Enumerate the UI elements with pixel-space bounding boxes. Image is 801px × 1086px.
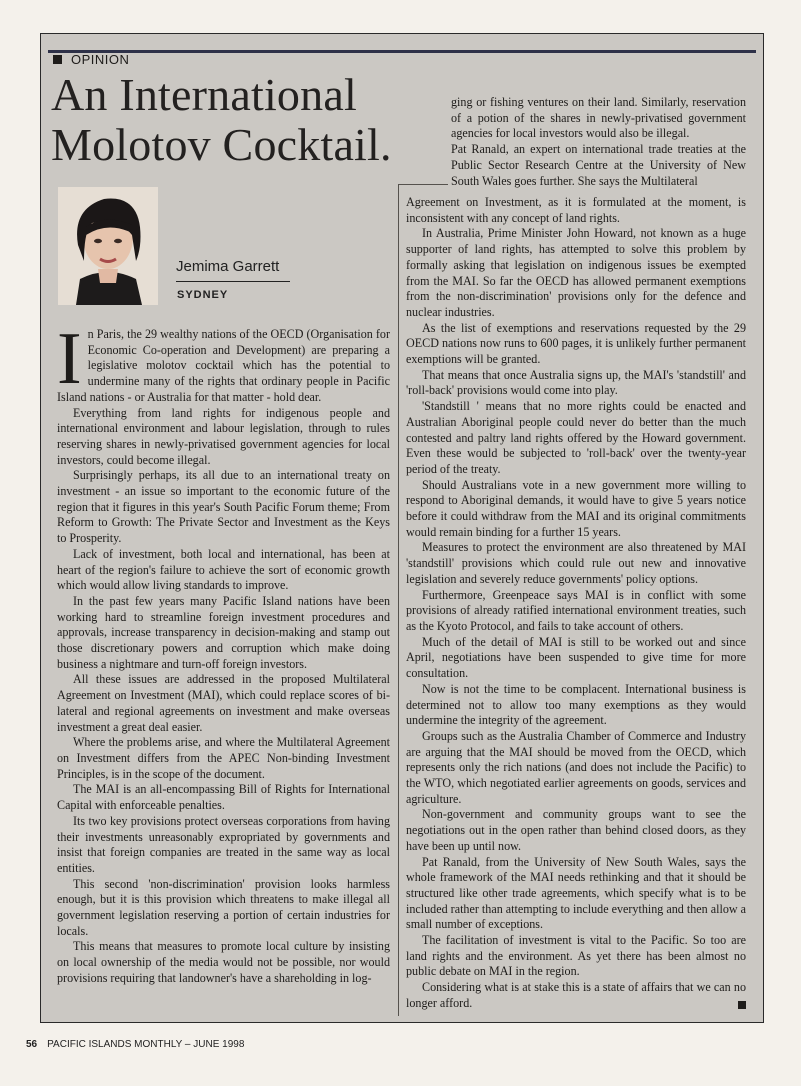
paragraph: Pat Ranald, from the University of New South Wales, says the whole framework of the MAI needs rethinking and that it should be structured like other trade agreements, which specify what is to be included rather than attempting to include everything and then allow a small number of exceptions. bbox=[406, 854, 746, 932]
left-column bbox=[57, 318, 390, 987]
paragraph: Lack of investment, both local and international, has been at heart of the region's failure to achieve the sort of economic growth which would allow living standards to improve. bbox=[57, 546, 390, 593]
headline-line-2: Molotov Cocktail. bbox=[51, 119, 392, 170]
paragraph: The facilitation of investment is vital to the Pacific. So too are land rights and the environment. As yet there has been almost no public debate on MAI in the region. bbox=[406, 933, 746, 979]
publication-info: PACIFIC ISLANDS MONTHLY – JUNE 1998 bbox=[47, 1039, 245, 1050]
paragraph: That means that once Australia signs up, the MAI's 'standstill' and 'roll-back' provisions would come into play. bbox=[406, 367, 746, 398]
page-number: 56 bbox=[26, 1039, 38, 1050]
paragraph: Much of the detail of MAI is still to be worked out and since April, negotiations have been suspended to give time for more consultation. bbox=[406, 634, 746, 681]
article-page bbox=[40, 33, 764, 1023]
paragraph: This second 'non-discrimination' provision looks harmless enough, but it is this provision which threatens to make illegal all government legislation reserving a portion of certain industries for locals. bbox=[57, 876, 390, 938]
paragraph: Groups such as the Australia Chamber of Commerce and Industry are arguing that the MAI should be moved from the OECD, which represents only the rich nations (and does not include the Pacific) to the WTO, which negotiated earlier agreements on goods, services and agriculture. bbox=[406, 728, 746, 806]
column-divider-top bbox=[398, 184, 448, 185]
paragraph: ging or fishing ventures on their land. Similarly, reservation of a potion of the shares in newly-privatised government agencies for local investors would also be illegal. bbox=[451, 95, 746, 141]
last-paragraph-text: Considering what is at stake this is a state of affairs that we can no longer afford. bbox=[406, 980, 746, 1010]
right-column bbox=[406, 195, 746, 1012]
lead-paragraph bbox=[57, 318, 390, 406]
paragraph: As the list of exemptions and reservations requested by the 29 OECD nations now runs to 600 pages, it is unlikely further permanent exemptions will be granted. bbox=[406, 320, 746, 367]
page-footer bbox=[26, 1039, 244, 1050]
headline bbox=[51, 70, 446, 170]
section-label bbox=[53, 52, 129, 67]
headline-line-1: An International bbox=[51, 69, 357, 120]
paragraph: Pat Ranald, an expert on international trade treaties at the Public Sector Research Centre at the University of New South Wales goes further. She says the Multilateral bbox=[451, 142, 746, 188]
byline-rule bbox=[176, 281, 290, 282]
paragraph: Measures to protect the environment are also threatened by MAI 'standstill' provisions which could rule out new and innovative legislation and severely reduce governments' policy options. bbox=[406, 540, 746, 586]
paragraph: Non-government and community groups want to see the negotiations out in the open rather than behind closed doors, as they have been up until now. bbox=[406, 807, 746, 853]
top-rule bbox=[48, 50, 756, 53]
paragraph: In Australia, Prime Minister John Howard, not known as a huge supporter of land rights, has attempted to solve this problem by formally asking that legislation on indigenous issues be exempted from the MAI. So far the OECD has allowed permanent exemptions from the non-discrimination' provisions only for the defence and nuclear industries. bbox=[406, 226, 746, 319]
section-square-icon bbox=[53, 55, 62, 64]
author-name: Jemima Garrett bbox=[176, 258, 280, 275]
last-paragraph bbox=[406, 980, 746, 1011]
paragraph: In the past few years many Pacific Island nations have been working hard to streamline foreign investment procedures and approvals, increase transparency in decision-making and stamp out those discretionary powers and corruption which make doing business a nightmare and turn-off foreign investors. bbox=[57, 593, 390, 671]
paragraph: Surprisingly perhaps, its all due to an international treaty on investment - an issue so important to the economic future of the region that it figures in this year's South Pacific Forum theme; From Reform to Growth: The Private Sector and Investment as the Keys to Prosperity. bbox=[57, 468, 390, 546]
paragraph: This means that measures to promote local culture by insisting on local ownership of the media would not be possible, nor would provisions requiring that landowner's have a shareholding in log- bbox=[57, 939, 390, 985]
author-photo bbox=[58, 187, 158, 305]
paragraph: Should Australians vote in a new government more willing to respond to Aboriginal demands, it would have to give 5 years notice before it could withdraw from the MAI and its original commitments would remain binding for a further 15 years. bbox=[406, 477, 746, 539]
paragraph: All these issues are addressed in the proposed Multilateral Agreement on Investment (MAI), which could replace scores of bi-lateral and regional agreements on investment and make overseas investment a great deal easier. bbox=[57, 672, 390, 734]
paragraph: Agreement on Investment, as it is formulated at the moment, is inconsistent with any concept of land rights. bbox=[406, 195, 746, 225]
paragraph: Now is not the time to be complacent. International business is determined not to allow too many exemptions as they would undermine the integrity of the agreement. bbox=[406, 681, 746, 728]
author-portrait-icon bbox=[58, 187, 158, 305]
paragraph: Where the problems arise, and where the Multilateral Agreement on Investment differs from the APEC Non-binding Investment Principles, is in the scope of the document. bbox=[57, 735, 390, 781]
right-column-top bbox=[451, 95, 746, 189]
lead-text: n Paris, the 29 wealthy nations of the OECD (Organisation for Economic Co-operation and Development) are preparing a legislative molotov cocktail which has the potential to undermine many of the rights that ordinary people in Pacific Island nations - or Australia for that matter - hold dear. bbox=[57, 327, 390, 404]
paragraph: 'Standstill ' means that no more rights could be enacted and Australian Aboriginal people could never do better than the much contested and paltry land rights offered by the Howard government. Even these would be subjected to 'roll-back' over the twenty-year period of the treaty. bbox=[406, 399, 746, 476]
end-mark-icon bbox=[738, 1001, 746, 1009]
paragraph: The MAI is an all-encompassing Bill of Rights for International Capital with enforceable penalties. bbox=[57, 782, 390, 813]
section-text: OPINION bbox=[71, 52, 130, 67]
paragraph: Its two key provisions protect overseas corporations from having their investments unreasonably expropriated by governments and insist that foreign companies are treated in the same way as local entities. bbox=[57, 813, 390, 875]
author-location: SYDNEY bbox=[177, 289, 229, 301]
paragraph: Furthermore, Greenpeace says MAI is in conflict with some provisions of already ratified international environment treaties, such as the Kyoto Protocol, and fails to take account of others. bbox=[406, 587, 746, 633]
column-divider bbox=[398, 184, 399, 1016]
drop-cap: I bbox=[57, 318, 82, 400]
paragraph: Everything from land rights for indigenous people and international environment and labour legislation, through to rules reserving shares in newly-privatised government agencies for local investors, could become illegal. bbox=[57, 405, 390, 467]
